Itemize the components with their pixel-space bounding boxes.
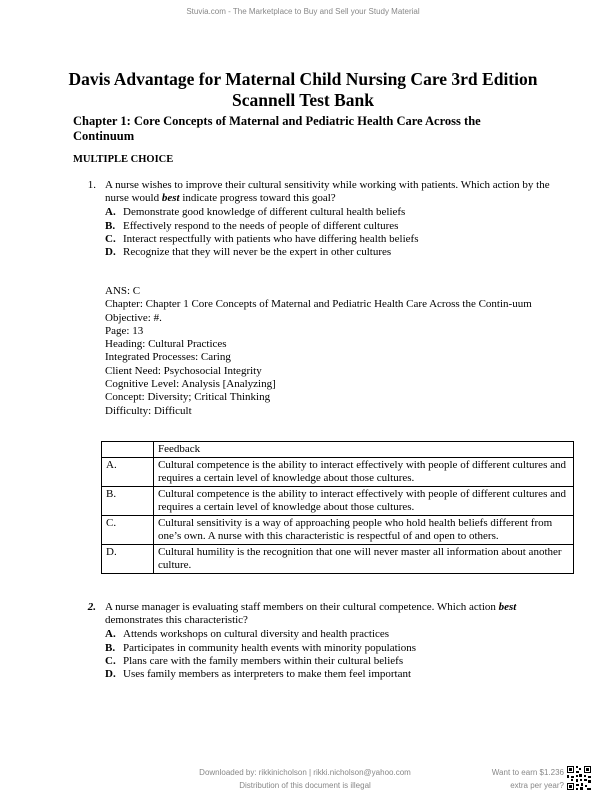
qr-code-icon[interactable] — [566, 765, 592, 791]
meta-client-need: Client Need: Psychosocial Integrity — [105, 364, 262, 377]
table-cell — [102, 442, 154, 458]
meta-page: Page: 13 — [105, 324, 144, 337]
document-title-line2: Scannell Test Bank — [232, 90, 374, 110]
feedback-header: Feedback — [154, 442, 574, 458]
meta-heading: Heading: Cultural Practices — [105, 338, 227, 351]
question-stem — [73, 179, 573, 205]
feedback-table — [101, 441, 574, 574]
table-row — [102, 516, 574, 545]
option-d: D. Recognize that they will never be the expert in other cultures — [105, 246, 392, 259]
option-d: D. Uses family members as interpreters to make them feel important — [105, 668, 412, 681]
table-row — [102, 545, 574, 574]
earn-promo[interactable] — [480, 766, 564, 792]
table-cell-feedback: Cultural humility is the recognition that one will never master all information about another culture. — [154, 545, 574, 574]
stuvia-banner: Stuvia.com - The Marketplace to Buy and Sell your Study Material — [186, 7, 420, 16]
answer-options — [105, 206, 573, 259]
question-2 — [73, 601, 573, 681]
table-cell-feedback: Cultural competence is the ability to interact effectively with people of different cultures and requires a certain level of knowledge about those cultures. — [154, 458, 574, 487]
option-a: A. Demonstrate good knowledge of different cultural health beliefs — [105, 206, 406, 219]
table-cell-letter: A. — [102, 458, 154, 487]
chapter-heading: Chapter 1: Core Concepts of Maternal and Pediatric Health Care Across the Continuum — [73, 114, 481, 143]
answer-metadata — [105, 285, 570, 418]
table-cell-letter: D. — [102, 545, 154, 574]
answer-key: ANS: C — [105, 285, 141, 297]
earn-line-2: extra per year? — [510, 781, 564, 790]
answer-options — [105, 628, 573, 681]
meta-difficulty: Difficulty: Difficult — [105, 404, 192, 417]
question-stem — [73, 601, 573, 627]
table-cell-letter: B. — [102, 487, 154, 516]
stem-text: indicate progress toward this goal? — [179, 192, 336, 205]
stem-emphasis: best — [498, 601, 517, 613]
table-row — [102, 487, 574, 516]
stem-text: demonstrates this characteristic? — [105, 614, 248, 627]
downloaded-by: Downloaded by: rikkinicholson | rikki.nicholson@yahoo.com — [199, 768, 411, 777]
meta-objective: Objective: #. — [105, 311, 162, 324]
table-row — [102, 458, 574, 487]
meta-integrated-processes: Integrated Processes: Caring — [105, 351, 231, 364]
meta-chapter: Chapter: Chapter 1 Core Concepts of Maternal and Pediatric Health Care Across the Contin-uum — [105, 298, 532, 311]
table-cell-feedback: Cultural sensitivity is a way of approaching people who hold health beliefs different from one’s own. A nurse with this characteristic is respectful of and open to others. — [154, 516, 574, 545]
earn-line-1: Want to earn $1.236 — [491, 768, 564, 777]
option-b: B. Effectively respond to the needs of people of different cultures — [105, 219, 399, 232]
meta-cognitive-level: Cognitive Level: Analysis [Analyzing] — [105, 378, 276, 391]
download-footer — [150, 766, 460, 792]
table-cell-feedback: Cultural competence is the ability to interact effectively with people of different cultures and requires a certain level of knowledge about those cultures. — [154, 487, 574, 516]
document-title-line1: Davis Advantage for Maternal Child Nursing Care 3rd Edition — [68, 69, 538, 89]
table-cell-letter: C. — [102, 516, 154, 545]
table-header-row — [102, 442, 574, 458]
question-number: 2. — [87, 601, 96, 613]
option-a: A. Attends workshops on cultural diversity and health practices — [105, 628, 390, 641]
meta-concept: Concept: Diversity; Critical Thinking — [105, 391, 271, 404]
stem-emphasis: best — [161, 192, 180, 205]
option-b: B. Participates in community health events with minority populations — [105, 641, 416, 654]
option-c: C. Plans care with the family members within their cultural beliefs — [105, 654, 404, 667]
stem-text: A nurse wishes to improve their cultural sensitivity while working with patients. Which action by the nurse would — [105, 179, 550, 205]
section-label: MULTIPLE CHOICE — [73, 154, 174, 165]
question-number: 1. — [87, 179, 96, 191]
stem-text: A nurse manager is evaluating staff members on their cultural competence. Which action — [105, 601, 499, 613]
document-title — [0, 69, 606, 111]
option-c: C. Interact respectfully with patients who have differing health beliefs — [105, 232, 419, 245]
distribution-notice: Distribution of this document is illegal — [239, 781, 371, 790]
question-1 — [73, 179, 573, 259]
